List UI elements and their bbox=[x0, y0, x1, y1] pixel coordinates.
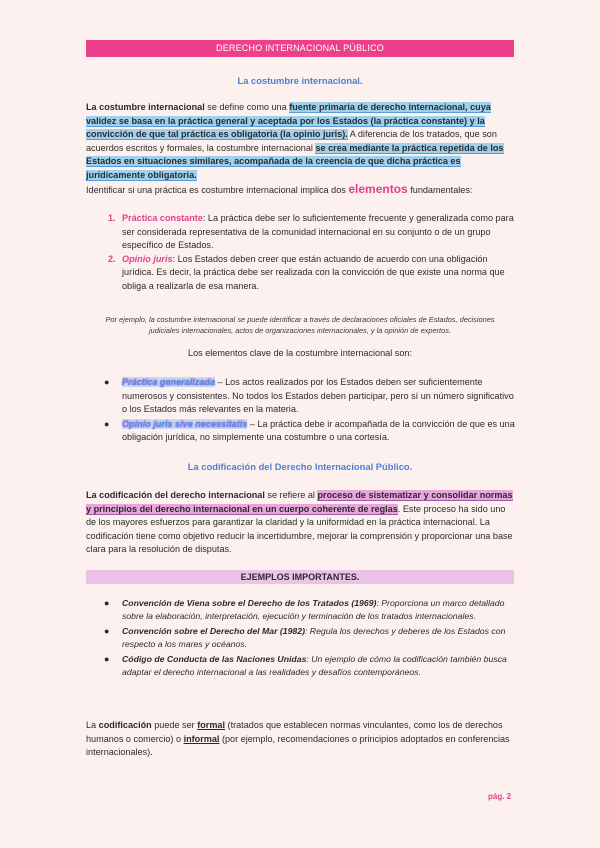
text-segment: La bbox=[86, 720, 99, 730]
list-item bbox=[104, 597, 516, 624]
paragraph-codificacion-types bbox=[86, 719, 516, 760]
paragraph-definition bbox=[86, 101, 516, 183]
bullet-icon: ● bbox=[104, 653, 110, 664]
list-item bbox=[108, 212, 516, 253]
bullet-icon: ● bbox=[104, 377, 110, 387]
section-title-costumbre: La costumbre internacional. bbox=[237, 75, 363, 86]
bullet-list-elements bbox=[104, 376, 516, 446]
list-item-label: Práctica constante bbox=[122, 213, 203, 223]
bullet-icon: ● bbox=[104, 418, 110, 429]
term-codificacion-2: codificación bbox=[98, 720, 152, 730]
example-note: Por ejemplo, la costumbre internacional se puede identificar a través de declaraciones oficiales de Estados, decisiones judiciales internacionales, actos de organizaciones internacionales, y la opinión de expertos. bbox=[105, 315, 495, 335]
examples-title-bar: EJEMPLOS IMPORTANTES. bbox=[86, 570, 514, 584]
list-item bbox=[104, 418, 516, 445]
text-segment: fundamentales: bbox=[407, 185, 473, 195]
list-number: 2. bbox=[108, 253, 116, 264]
text-segment: (tratados que establecen normas vinculantes, como los de derechos humanos o comercio) o bbox=[86, 720, 503, 744]
text-segment: A diferencia de los tratados, que son acuerdos escritos y formales, la costumbre internacional bbox=[86, 129, 497, 153]
text-segment: Identificar si una práctica es costumbre internacional implica dos bbox=[86, 185, 349, 195]
text-segment: puede ser bbox=[151, 720, 198, 730]
bullet-icon: ● bbox=[104, 598, 110, 608]
list-item-text: – La práctica debe ir acompañada de la convicción de que es una obligación jurídica, no simplemente una costumbre o una cortesía. bbox=[122, 418, 515, 443]
list-item-label: Opinio juris sive necessitatis bbox=[122, 418, 248, 429]
term-costumbre: La costumbre internacional bbox=[86, 102, 205, 112]
list-item bbox=[104, 625, 516, 652]
example-label: Código de Conducta de las Naciones Unidas bbox=[122, 653, 307, 664]
page-number: pág. 2 bbox=[488, 792, 512, 801]
example-label: Convención de Viena sobre el Derecho de los Tratados (1969) bbox=[122, 598, 377, 608]
numbered-list bbox=[108, 212, 516, 294]
section-title-codificacion: La codificación del Derecho Internacional Público. bbox=[187, 461, 413, 472]
text-segment: (por ejemplo, recomendaciones o principios adoptados en conferencias internacionales). bbox=[86, 733, 510, 758]
term-informal: informal bbox=[183, 733, 220, 744]
list-item bbox=[104, 653, 516, 680]
highlight-definition: fuente primaria de derecho internacional, cuya validez se basa en la práctica general y aceptada por los Estados (la práctica constante) y la convicción de que tal práctica es obligatoria (la opinio juris). bbox=[86, 102, 491, 140]
highlight-codificacion: proceso de sistematizar y consolidar normas y principios del derecho internacional en un cuerpo coherente de reglas bbox=[86, 490, 513, 514]
example-text: : Un ejemplo de cómo la codificación también busca adaptar el derecho internacional a las realidades y desafíos contemporáneos. bbox=[122, 653, 507, 678]
list-item-label: Opinio juris bbox=[122, 253, 173, 264]
text-segment: se refiere al bbox=[264, 490, 318, 500]
list-item-label: Práctica generalizada bbox=[122, 377, 216, 387]
header-bar: DERECHO INTERNACIONAL PÚBLICO bbox=[86, 40, 514, 57]
term-codificacion: La codificación del derecho internacional bbox=[86, 490, 265, 500]
big-word-elementos: elementos bbox=[348, 182, 408, 196]
list-number: 1. bbox=[108, 213, 116, 223]
list-item bbox=[104, 376, 516, 417]
list-item-text: : La práctica debe ser lo suficientemente frecuente y generalizada como para ser considerada representativa de la comunidad internacional en su conjunto o de un grupo específico de Estados. bbox=[122, 213, 514, 251]
examples-list bbox=[104, 597, 516, 680]
bullet-icon: ● bbox=[104, 625, 110, 636]
term-formal: formal bbox=[197, 720, 226, 730]
example-label: Convención sobre el Derecho del Mar (1982) bbox=[122, 625, 305, 636]
text-segment: . Este proceso ha sido uno de los mayores esfuerzos para garantizar la claridad y la uniformidad en la práctica internacional. La codificación tiene como objetivo reducir la incertidumbre, mejorar la comprensión y proporcionar una base clara para la resolución de disputas. bbox=[86, 503, 513, 555]
paragraph-codificacion bbox=[86, 489, 516, 557]
list-item bbox=[108, 253, 516, 294]
text-segment: se define como una bbox=[204, 102, 290, 112]
example-text: : Proporciona un marco detallado sobre la elaboración, interpretación, ejecución y terminación de los tratados internacionales. bbox=[122, 598, 505, 622]
example-text: : Regula los derechos y deberes de los Estados con respecto a los mares y océanos. bbox=[122, 625, 506, 650]
highlight-practice: se crea mediante la práctica repetida de los Estados en situaciones similares, acompañada de la creencia de que dicha práctica es jurídicamente obligatoria. bbox=[86, 142, 504, 180]
paragraph-elements-intro bbox=[86, 183, 516, 198]
list-item-text: : Los Estados deben creer que están actuando de acuerdo con una obligación jurídica. Es decir, la práctica debe ser realizada con la convicción de que existe una norma que obliga a realizarla de esa manera. bbox=[122, 253, 505, 291]
key-elements-line: Los elementos clave de la costumbre internacional son: bbox=[188, 348, 412, 358]
list-item-text: – Los actos realizados por los Estados deben ser suficientemente numerosos y consistentes. No todos los Estados deben participar, pero sí un número significativo o los Estados más relevantes en la materia. bbox=[122, 377, 514, 415]
